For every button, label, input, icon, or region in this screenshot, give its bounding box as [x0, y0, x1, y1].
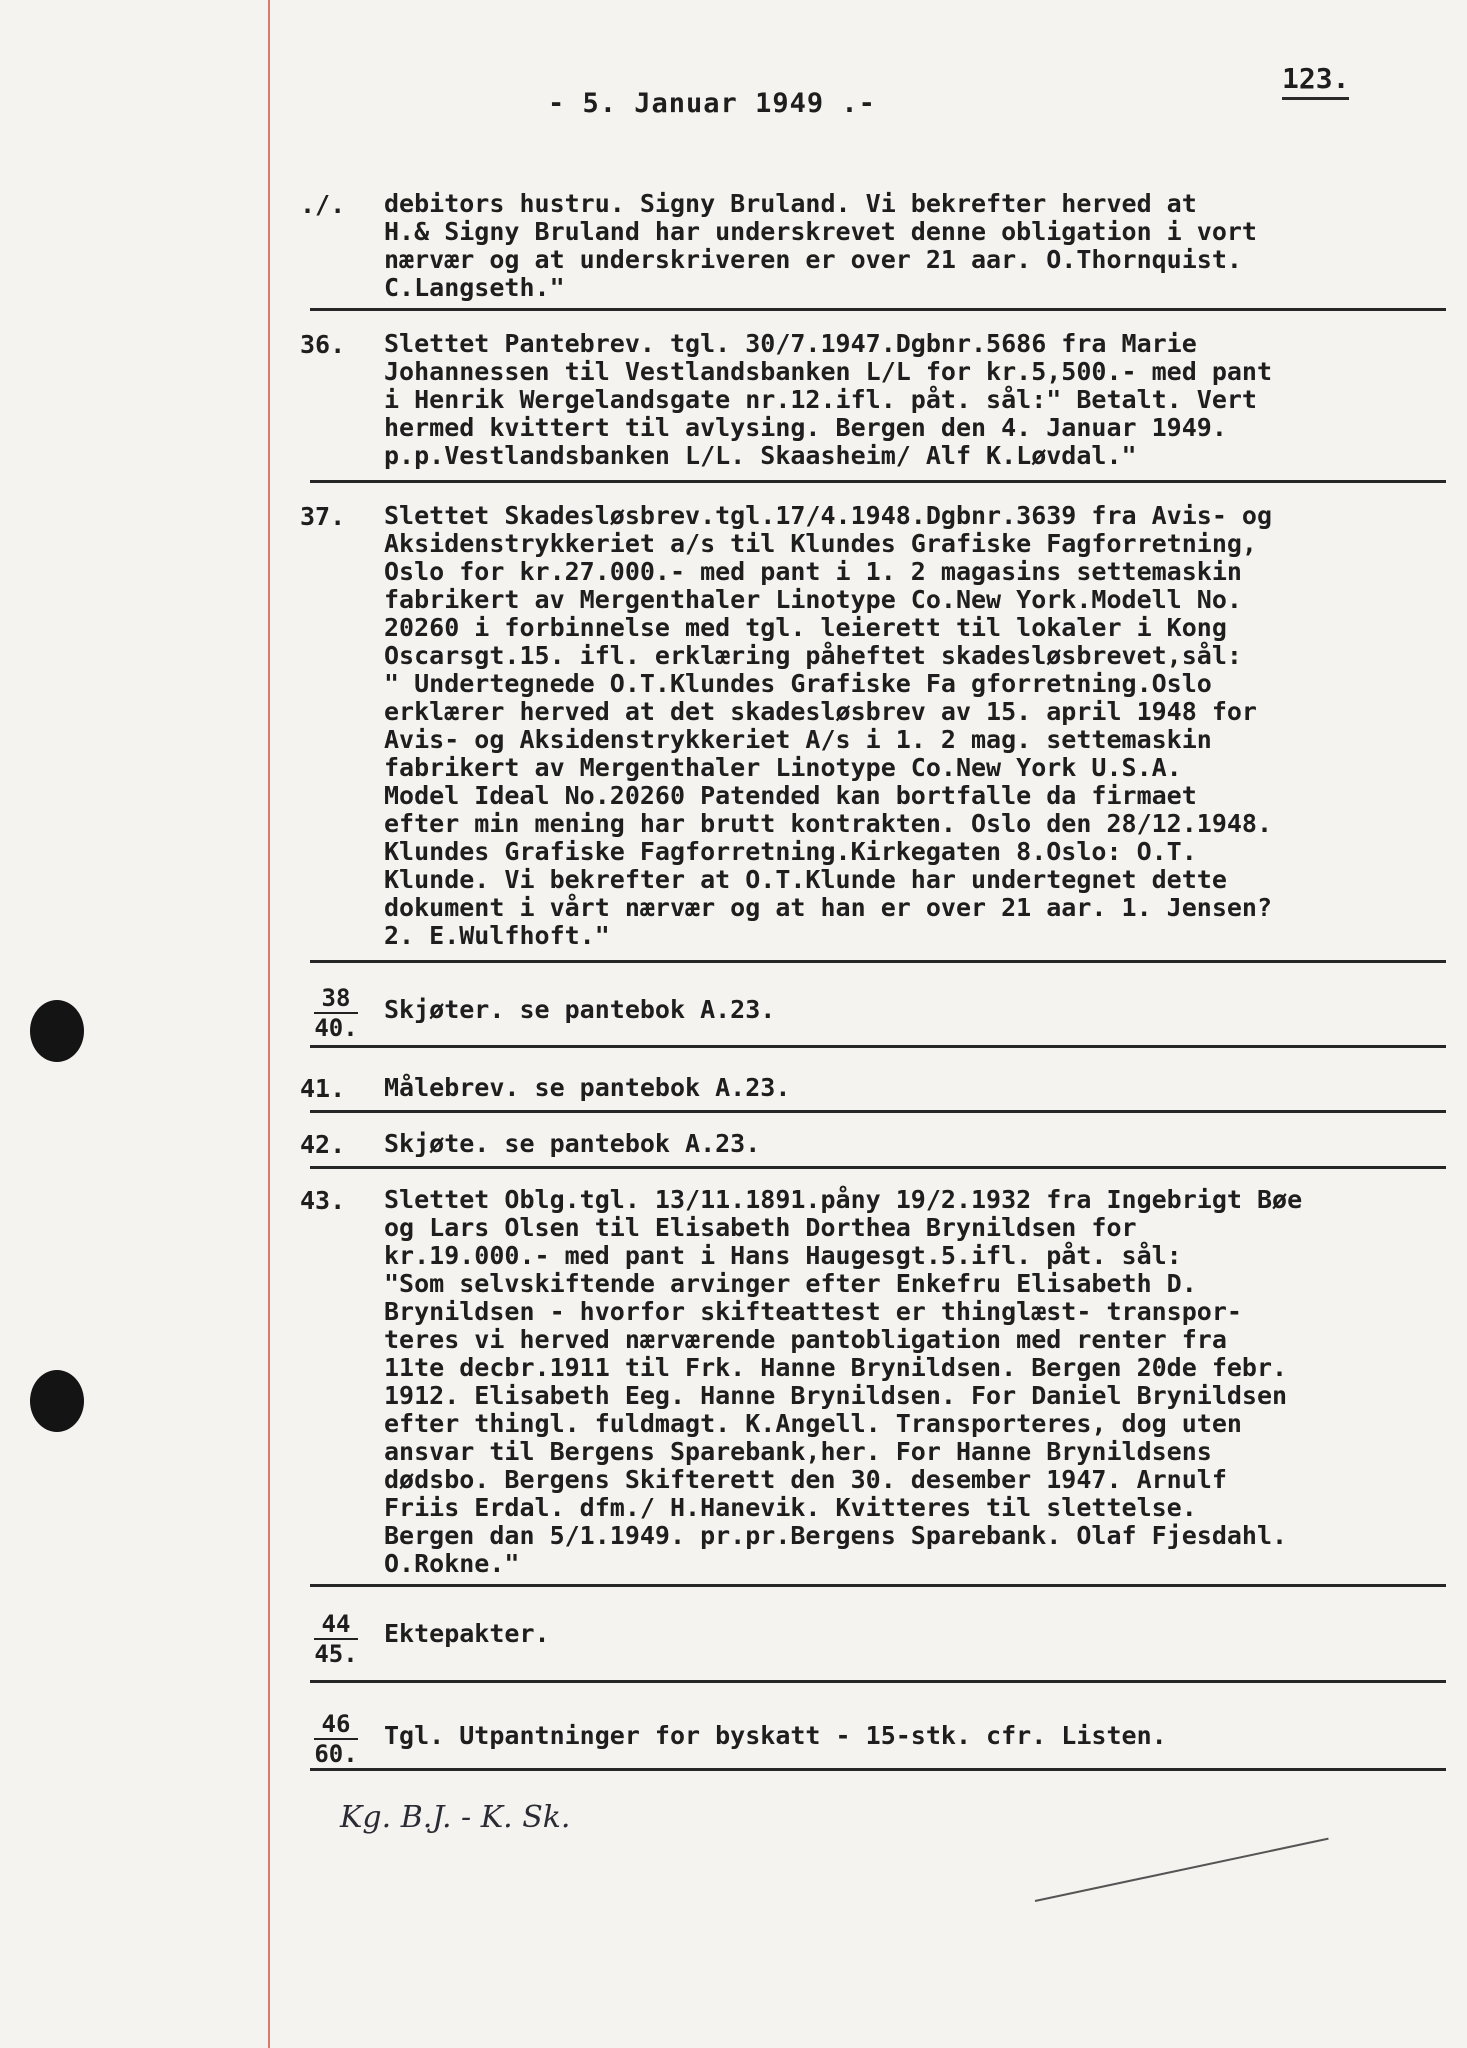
handwritten-note: Kg. B.J. - K. Sk. [340, 1800, 571, 1835]
entry-divider [310, 1680, 1446, 1683]
page-number: 123. [1282, 62, 1349, 100]
pen-stroke [1035, 1838, 1329, 1902]
punch-hole-bottom [30, 1370, 84, 1432]
entry-44-45 [300, 1620, 1450, 1648]
margin-rule [268, 0, 270, 2048]
entry-41 [300, 1074, 1450, 1102]
entry-42 [300, 1130, 1450, 1158]
entry-marker: ./. [300, 190, 346, 219]
entry-text: debitors hustru. Signy Bruland. Vi bekrefter herved at H.& Signy Bruland har underskrevet denne obligation i vort nærvær og at underskriveren er over 21 aar. O.Thornquist. C.Langseth." [384, 189, 1257, 302]
entry-text: Slettet Pantebrev. tgl. 30/7.1947.Dgbnr.5686 fra Marie Johannessen til Vestlandsbanken L/L for kr.5,500.- med pant i Henrik Wergelandsgate nr.12.ifl. påt. sål:" Betalt. Vert hermed kvittert til avlysing. Bergen den 4. Januar 1949. p.p.Vestlandsbanken L/L. Skaasheim/ Alf K.Løvdal." [384, 329, 1273, 470]
entry-text: Skjøter. se pantebok A.23. [384, 995, 776, 1024]
entry-divider [310, 308, 1446, 311]
entry-text: Tgl. Utpantninger for byskatt - 15-stk. cfr. Listen. [384, 1721, 1167, 1750]
entry-text: Målebrev. se pantebok A.23. [384, 1073, 791, 1102]
entry-text: Ektepakter. [384, 1619, 550, 1648]
entry-divider [310, 1768, 1446, 1771]
entry-36 [300, 330, 1450, 470]
entry-marker: 43. [300, 1186, 346, 1215]
page-date-header: - 5. Januar 1949 .- [548, 88, 876, 119]
entry-continuation [300, 190, 1450, 302]
entry-divider [310, 1166, 1446, 1169]
punch-hole-top [30, 1000, 84, 1062]
entry-marker: 37. [300, 502, 346, 531]
entry-divider [310, 480, 1446, 483]
entry-divider [310, 1110, 1446, 1113]
entry-divider [310, 1584, 1446, 1587]
entry-number-fraction: $\frac{44}{45.}$ [314, 1610, 358, 1668]
entry-number-fraction: $\frac{38}{40.}$ [314, 984, 358, 1042]
entry-divider [310, 960, 1446, 963]
entry-marker: 42. [300, 1130, 346, 1159]
entry-text: Slettet Skadesløsbrev.tgl.17/4.1948.Dgbnr.3639 fra Avis- og Aksidenstrykkeriet a/s til Klundes Grafiske Fagforretning, Oslo for kr.27.000.- med pant i 1. 2 magasins settemaskin fabrikert av Mergenthaler Linotype Co.New York.Modell No. 20260 i forbinnelse med tgl. leierett til lokaler i Kong Oscarsgt.15. ifl. erklæring påheftet skadesløsbrevet,sål: " Undertegnede O.T.Klundes Grafiske Fa gforretning.Oslo erklærer herved at det skadesløsbrev av 15. april 1948 for Avis- og Aksidenstrykkeriet A/s i 1. 2 mag. settemaskin fabrikert av Mergenthaler Linotype Co.New York U.S.A. Model Ideal No.20260 Patended kan bortfalle da firmaet efter min mening har brutt kontrakten. Oslo den 28/12.1948. Klundes Grafiske Fagforretning.Kirkegaten 8.Oslo: O.T. Klunde. Vi bekrefter at O.T.Klunde har undertegnet dette dokument i vårt nærvær og at han er over 21 aar. 1. Jensen? 2. E.Wulfhoft." [384, 501, 1273, 950]
entry-marker: 41. [300, 1074, 346, 1103]
entry-marker: 36. [300, 330, 346, 359]
entry-43 [300, 1186, 1450, 1578]
entry-number-fraction: $\frac{46}{60.}$ [314, 1710, 358, 1768]
entry-46-60 [300, 1722, 1450, 1750]
entry-text: Slettet Oblg.tgl. 13/11.1891.påny 19/2.1932 fra Ingebrigt Bøe og Lars Olsen til Elisabeth Dorthea Brynildsen for kr.19.000.- med pant i Hans Haugesgt.5.ifl. påt. sål: "Som selvskiftende arvinger efter Enkefru Elisabeth D. Brynildsen - hvorfor skifteattest er thinglæst- transpor- teres vi herved nærværende pantobligation med renter fra 11te decbr.1911 til Frk. Hanne Brynildsen. Bergen 20de febr. 1912. Elisabeth Eeg. Hanne Brynildsen. For Daniel Brynildsen efter thingl. fuldmagt. K.Angell. Transporteres, dog uten ansvar til Bergens Sparebank,her. For Hanne Brynildsens dødsbo. Bergens Skifterett den 30. desember 1947. Arnulf Friis Erdal. dfm./ H.Hanevik. Kvitteres til slettelse. Bergen dan 5/1.1949. pr.pr.Bergens Sparebank. Olaf Fjesdahl. O.Rokne." [384, 1185, 1303, 1578]
entry-37 [300, 502, 1450, 950]
entry-divider [310, 1045, 1446, 1048]
entry-text: Skjøte. se pantebok A.23. [384, 1129, 761, 1158]
entry-38-40 [300, 996, 1450, 1024]
